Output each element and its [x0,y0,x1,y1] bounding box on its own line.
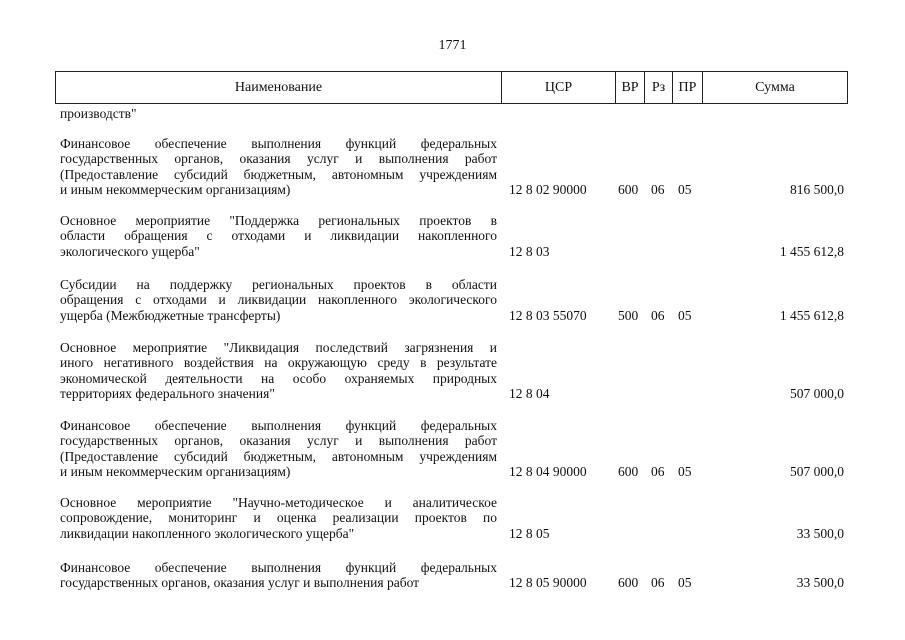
row-csr: 12 8 02 90000 [509,181,587,197]
header-vr: ВР [616,72,645,103]
row-csr: 12 8 04 [509,385,550,401]
row-name-line: Основное мероприятие "Научно-методическое и аналитическое [60,495,497,510]
row-name-line: ущерба (Межбюджетные трансферты) [60,307,281,323]
row-csr: 12 8 05 [509,525,550,541]
row-csr: 12 8 03 55070 [509,307,587,323]
row-name [60,340,497,401]
row-vr: 600 [618,463,639,479]
row-name [60,560,497,591]
row-name-line: Основное мероприятие "Поддержка региональных проектов в [60,213,497,228]
row-name-line: государственных органов, оказания услуг и выполнения работ [60,575,420,591]
row-name [60,213,497,259]
row-name-line: территориях федерального значения" [60,385,275,401]
row-csr: 12 8 04 90000 [509,463,587,479]
row-name [60,136,497,197]
row-name-line: обращения с отходами и ликвидации накопленного экологического [60,292,497,308]
row-name [60,277,497,323]
row-name-line: и иным некоммерческим организациям) [60,181,291,197]
row-pr: 05 [678,463,692,479]
row-rz: 06 [651,575,665,591]
row-name-line: и иным некоммерческим организациям) [60,463,291,479]
row-pr: 05 [678,307,692,323]
row-sum: 33 500,0 [796,575,844,591]
row-sum: 816 500,0 [790,181,844,197]
row-sum: 1 455 612,8 [779,243,844,259]
row-name [60,106,497,121]
row-name-line: экономической деятельности на особо охраняемых природных [60,370,497,386]
row-sum: 507 000,0 [790,385,844,401]
row-pr: 05 [678,181,692,197]
row-name-line: сопровождение, мониторинг и оценка реализации проектов по [60,510,497,526]
row-sum: 507 000,0 [790,463,844,479]
header-sum: Сумма [755,80,795,95]
row-name-line: Финансовое обеспечение выполнения функций федеральных [60,560,497,575]
row-rz: 06 [651,463,665,479]
header-name: Наименование [56,72,502,103]
row-name-line: области обращения с отходами и ликвидации накопленного [60,228,497,244]
header-rz: Рз [645,72,673,103]
row-vr: 600 [618,575,639,591]
row-csr: 12 8 05 90000 [509,575,587,591]
row-name-line: ликвидации накопленного экологического ущерба" [60,525,355,541]
row-name-line: (Предоставление субсидий бюджетным, автономным учреждениям [60,166,497,182]
row-vr: 600 [618,181,639,197]
row-name [60,418,497,479]
row-name-line: государственных органов, оказания услуг и выполнения работ [60,151,497,167]
row-name-line: производств" [60,106,137,121]
row-pr: 05 [678,575,692,591]
row-name-line: Основное мероприятие "Ликвидация последствий загрязнения и [60,340,497,355]
row-name-line: иного негативного воздействия на окружающую среду в результате [60,355,497,371]
row-rz: 06 [651,307,665,323]
header-pr: ПР [673,72,703,103]
row-sum: 1 455 612,8 [779,307,844,323]
row-name-line: Субсидии на поддержку региональных проектов в области [60,277,497,292]
row-name-line: (Предоставление субсидий бюджетным, автономным учреждениям [60,448,497,464]
page-number: 1771 [438,38,467,53]
row-rz: 06 [651,181,665,197]
row-name [60,495,497,541]
row-sum: 33 500,0 [796,525,844,541]
row-csr: 12 8 03 [509,243,550,259]
row-name-line: Финансовое обеспечение выполнения функций федеральных [60,136,497,151]
row-name-line: Финансовое обеспечение выполнения функций федеральных [60,418,497,433]
row-vr: 500 [618,307,639,323]
row-name-line: экологического ущерба" [60,243,200,259]
table-header [55,71,848,104]
row-name-line: государственных органов, оказания услуг и выполнения работ [60,433,497,449]
header-csr: ЦСР [502,72,616,103]
